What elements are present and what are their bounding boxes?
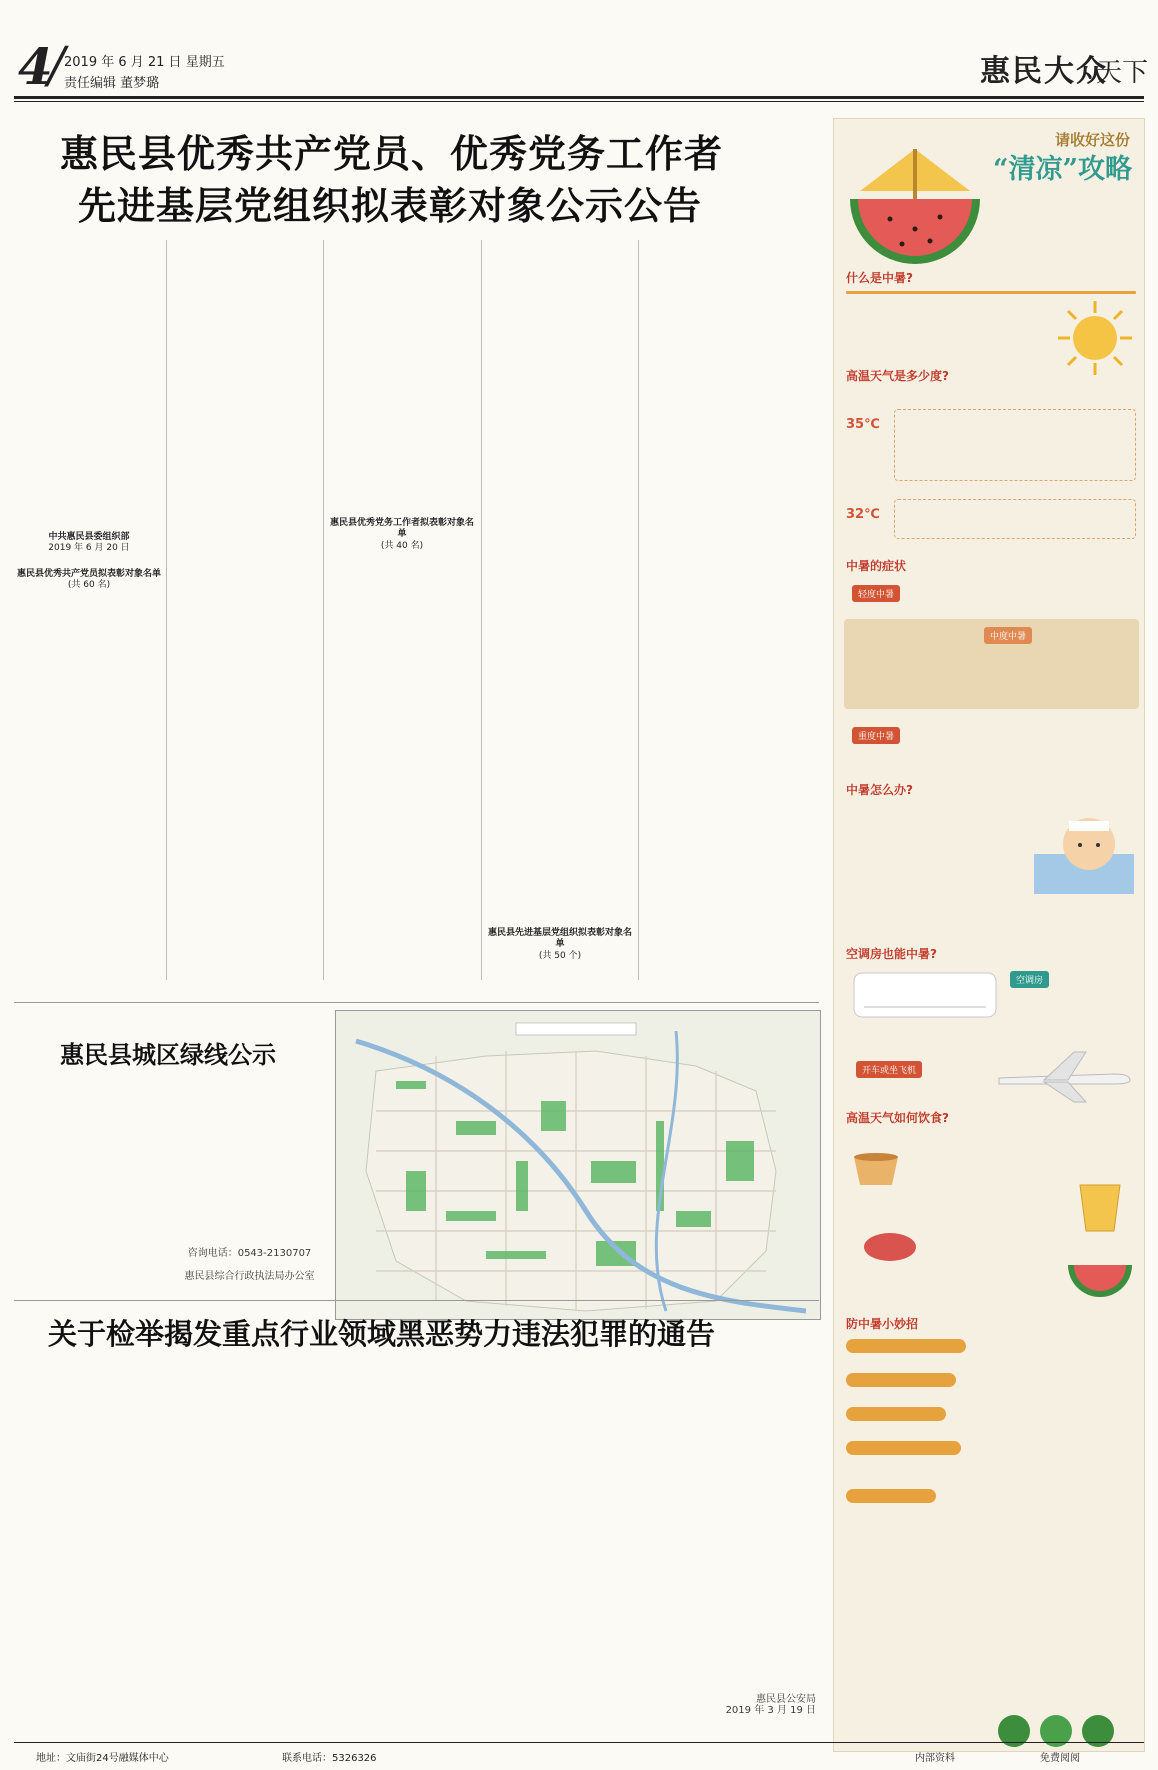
temp-32-label: 32℃ [846,507,880,522]
article1-column-2 [170,240,320,980]
article2-contact: 咨询电话：0543-2130707 [187,1248,312,1259]
air-conditioner-icon [850,967,1000,1031]
list1-heading: 惠民县优秀共产党员拟表彰对象名单 [16,568,161,579]
article2-title: 惠民县城区绿线公示 [60,1040,276,1069]
article3-column-2 [172,1358,322,1736]
footer-free: 免费阅阅 [1040,1753,1080,1764]
section-name: 天下 [1095,58,1148,88]
tag-driving-flying: 开车或坐飞机 [856,1061,922,1078]
watermelon-row-icon [984,1709,1134,1749]
page-number: 4 [18,37,53,96]
heading-diet: 高温天气如何饮食? [846,1111,949,1125]
tag-severe: 重度中暑 [852,727,900,744]
article3-column-1 [14,1358,164,1736]
page-number-slash: / [48,36,65,94]
article1-title-line1: 惠民县优秀共产党员、优秀党务工作者 [60,131,724,176]
tip-bar [846,1407,946,1421]
column-divider [166,240,167,980]
article1-column-5 [642,240,817,980]
article3-column-3 [330,1358,480,1736]
article3-column-4 [488,1358,638,1736]
list2-count: (共 40 名) [380,540,424,551]
heading-what-to-do: 中暑怎么办? [846,783,913,797]
infographic-headline: “清凉”攻略 [992,154,1132,185]
column-divider [323,240,324,980]
tip-bar [846,1373,956,1387]
article1-column-4 [485,240,635,980]
heading-air-conditioning: 空调房也能中暑? [846,947,937,961]
tag-moderate: 中度中暑 [984,627,1032,644]
footer-phone: 联系电话：5326326 [282,1753,377,1764]
map-drawing [336,1011,820,1319]
footer-address: 地址：文庙街24号融媒体中心 [36,1753,169,1764]
tip-bar [846,1441,961,1455]
article1-column-3 [327,240,477,980]
article2-signature: 惠民县综合行政执法局办公室 [184,1271,315,1283]
signature-date: 2019 年 6 月 20 日 [48,543,130,554]
tips-list [846,1339,1136,1523]
list3-count: (共 50 个) [538,950,582,961]
article2-column-2 [172,1072,327,1302]
tag-mild: 轻度中暑 [852,585,900,602]
footer-internal: 内部资料 [915,1753,955,1764]
signature-org: 中共惠民县委组织部 [48,532,130,542]
temp-35-box [894,409,1136,481]
sun-icon [1056,299,1134,377]
article3-title: 关于检举揭发重点行业领域黑恶势力违法犯罪的通告 [48,1317,716,1351]
list1-count: (共 60 名) [67,580,111,591]
tea-cup-icon [846,1137,906,1193]
newspaper-brand: 惠民大众 [980,54,1108,89]
article1-column-1 [14,240,164,980]
airplane-icon [994,1044,1134,1104]
city-greenline-map [335,1010,821,1320]
meat-icon [860,1227,920,1267]
column-divider [481,240,482,980]
temp-35-label: 35℃ [846,417,880,432]
heading-what-is-heatstroke: 什么是中暑? [846,271,913,285]
temp-32-box [894,499,1136,539]
watermelon-slice-icon [1064,1259,1136,1305]
juice-glass-icon [1064,1179,1136,1235]
footer-rule [14,1742,1144,1743]
infographic-kicker-wrap [1055,107,1130,150]
masthead-rule-thin [14,101,1144,102]
infographic-kicker: 请收好这份 [1054,131,1130,149]
article3-date: 2019 年 3 月 19 日 [725,1705,816,1717]
column-divider [638,240,639,980]
masthead-rule [14,96,1144,99]
article2-column-1 [14,1072,164,1302]
list2-heading: 惠民县优秀党务工作者拟表彰对象名单 [329,518,474,540]
article3-signature: 惠民县公安局 [756,1694,816,1705]
section-divider [14,1002,819,1003]
tip-bar [846,1339,966,1353]
issue-date: 2019 年 6 月 21 日 星期五 [64,55,225,70]
sick-child-illustration [1034,799,1134,894]
heading-symptoms: 中暑的症状 [846,559,907,573]
editor-credit: 责任编辑 董梦璐 [64,76,160,91]
list3-heading: 惠民县先进基层党组织拟表彰对象名单 [487,928,632,950]
heading-underline [846,291,1136,294]
heading-high-temperature: 高温天气是多少度? [846,369,949,383]
tip-bar [846,1489,936,1503]
heatstroke-infographic [833,118,1145,1752]
article3-column-5 [646,1358,816,1736]
heading-prevention-tips: 防中暑小妙招 [846,1317,919,1331]
watermelon-illustration [840,129,990,279]
article1-title-line2: 先进基层党组织拟表彰对象公示公告 [78,183,703,228]
section-divider [14,1300,819,1301]
tag-ac-room: 空调房 [1010,971,1049,988]
